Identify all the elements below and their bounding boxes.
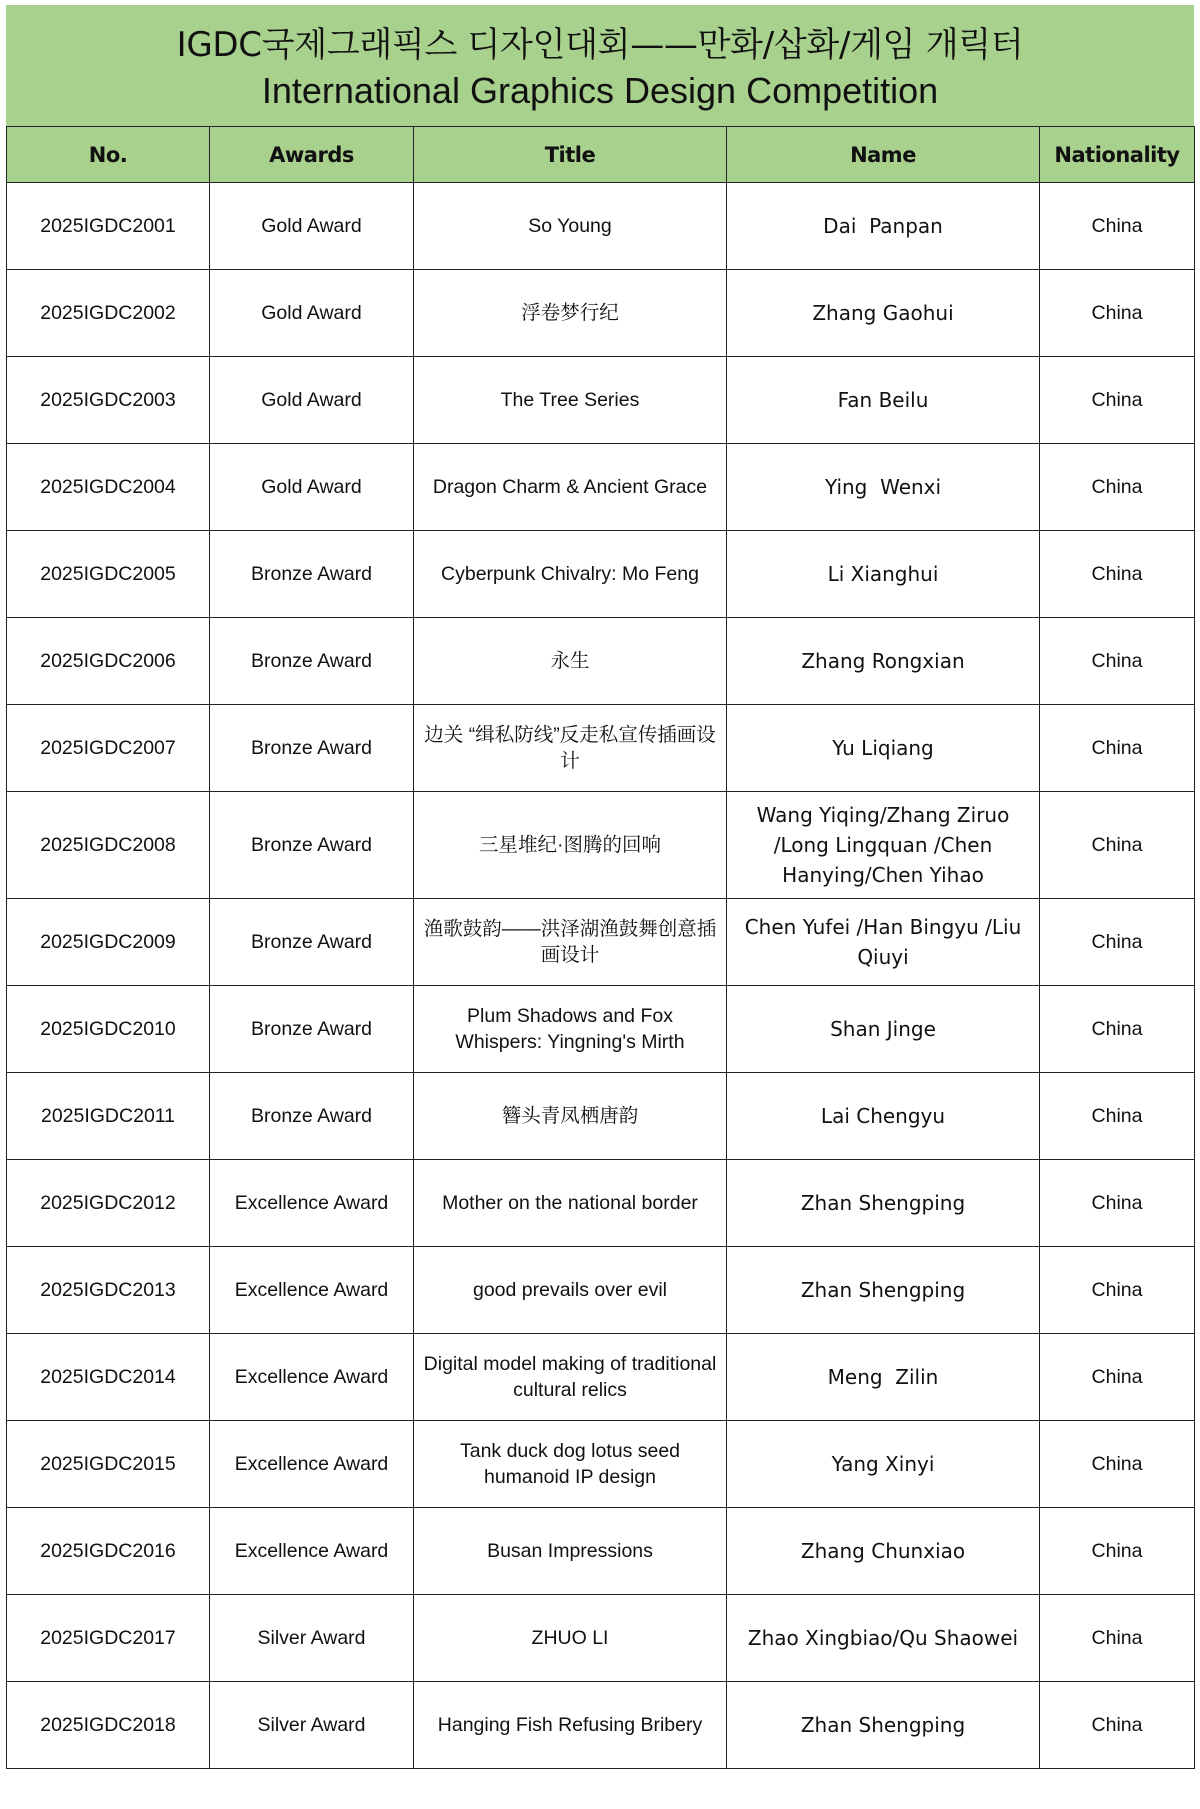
cell-title: good prevails over evil [414,1247,727,1334]
cell-name: Zhan Shengping [727,1160,1040,1247]
cell-award: Bronze Award [210,618,414,705]
header-row [7,127,1195,183]
column-header-nationality: Nationality [1040,127,1195,183]
cell-title: Hanging Fish Refusing Bribery [414,1682,727,1769]
cell-no: 2025IGDC2008 [7,792,210,899]
cell-name: Zhao Xingbiao/Qu Shaowei [727,1595,1040,1682]
cell-title: 永生 [414,618,727,705]
cell-no: 2025IGDC2009 [7,899,210,986]
cell-name: Zhang Gaohui [727,270,1040,357]
cell-nationality: China [1040,1682,1195,1769]
cell-title: ZHUO LI [414,1595,727,1682]
cell-award: Bronze Award [210,1073,414,1160]
cell-nationality: China [1040,986,1195,1073]
cell-name: Meng Zilin [727,1334,1040,1421]
cell-nationality: China [1040,618,1195,705]
cell-award: Excellence Award [210,1160,414,1247]
cell-name: Zhang Rongxian [727,618,1040,705]
cell-no: 2025IGDC2002 [7,270,210,357]
cell-nationality: China [1040,1334,1195,1421]
cell-no: 2025IGDC2018 [7,1682,210,1769]
cell-title: Digital model making of traditional cultural relics [414,1334,727,1421]
cell-name: Yang Xinyi [727,1421,1040,1508]
cell-award: Excellence Award [210,1247,414,1334]
cell-award: Silver Award [210,1595,414,1682]
cell-award: Excellence Award [210,1508,414,1595]
cell-nationality: China [1040,899,1195,986]
cell-award: Silver Award [210,1682,414,1769]
table-row [7,183,1195,270]
cell-title: 浮卷梦行纪 [414,270,727,357]
cell-award: Bronze Award [210,899,414,986]
table-row [7,1334,1195,1421]
cell-name: Lai Chengyu [727,1073,1040,1160]
cell-title: 簪头青凤栖唐韵 [414,1073,727,1160]
cell-nationality: China [1040,1073,1195,1160]
cell-nationality: China [1040,1247,1195,1334]
column-header-name: Name [727,127,1040,183]
award-sheet [6,5,1194,1769]
cell-nationality: China [1040,531,1195,618]
cell-no: 2025IGDC2016 [7,1508,210,1595]
table-row [7,444,1195,531]
cell-no: 2025IGDC2011 [7,1073,210,1160]
title-korean: IGDC국제그래픽스 디자인대회——만화/삽화/게임 개릭터 [176,24,1024,65]
cell-nationality: China [1040,270,1195,357]
cell-nationality: China [1040,792,1195,899]
cell-no: 2025IGDC2005 [7,531,210,618]
cell-no: 2025IGDC2014 [7,1334,210,1421]
cell-award: Bronze Award [210,531,414,618]
cell-title: Dragon Charm & Ancient Grace [414,444,727,531]
cell-nationality: China [1040,705,1195,792]
cell-name: Shan Jinge [727,986,1040,1073]
cell-name: Li Xianghui [727,531,1040,618]
table-row [7,1073,1195,1160]
table-row [7,1508,1195,1595]
title-banner [6,5,1194,126]
table-row [7,899,1195,986]
cell-no: 2025IGDC2001 [7,183,210,270]
cell-no: 2025IGDC2010 [7,986,210,1073]
table-row [7,1595,1195,1682]
cell-award: Bronze Award [210,705,414,792]
cell-no: 2025IGDC2012 [7,1160,210,1247]
cell-title: Tank duck dog lotus seed humanoid IP design [414,1421,727,1508]
title-english: International Graphics Design Competition [261,69,939,111]
cell-no: 2025IGDC2015 [7,1421,210,1508]
cell-no: 2025IGDC2013 [7,1247,210,1334]
cell-name: Zhan Shengping [727,1682,1040,1769]
awards-table [6,126,1195,1769]
cell-award: Gold Award [210,444,414,531]
table-row [7,792,1195,899]
cell-title: So Young [414,183,727,270]
cell-nationality: China [1040,183,1195,270]
cell-name: Dai Panpan [727,183,1040,270]
cell-nationality: China [1040,1595,1195,1682]
table-row [7,1682,1195,1769]
cell-nationality: China [1040,357,1195,444]
table-row [7,1160,1195,1247]
cell-title: 边关 “缉私防线”反走私宣传插画设计 [414,705,727,792]
cell-title: The Tree Series [414,357,727,444]
cell-name: Zhang Chunxiao [727,1508,1040,1595]
cell-name: Yu Liqiang [727,705,1040,792]
column-header-no: No. [7,127,210,183]
table-row [7,357,1195,444]
cell-nationality: China [1040,1421,1195,1508]
cell-name: Ying Wenxi [727,444,1040,531]
cell-name: Zhan Shengping [727,1247,1040,1334]
cell-no: 2025IGDC2007 [7,705,210,792]
table-row [7,618,1195,705]
cell-nationality: China [1040,444,1195,531]
cell-award: Excellence Award [210,1421,414,1508]
cell-title: Busan Impressions [414,1508,727,1595]
cell-award: Gold Award [210,183,414,270]
cell-name: Fan Beilu [727,357,1040,444]
cell-title: Plum Shadows and Fox Whispers: Yingning's Mirth [414,986,727,1073]
column-header-title: Title [414,127,727,183]
cell-award: Gold Award [210,357,414,444]
table-row [7,1247,1195,1334]
cell-title: Mother on the national border [414,1160,727,1247]
cell-nationality: China [1040,1160,1195,1247]
cell-name: Wang Yiqing/Zhang Ziruo /Long Lingquan /Chen Hanying/Chen Yihao [727,792,1040,899]
table-row [7,531,1195,618]
cell-no: 2025IGDC2004 [7,444,210,531]
cell-award: Bronze Award [210,792,414,899]
table-row [7,1421,1195,1508]
cell-no: 2025IGDC2017 [7,1595,210,1682]
cell-title: 三星堆纪·图腾的回响 [414,792,727,899]
cell-no: 2025IGDC2003 [7,357,210,444]
table-row [7,270,1195,357]
cell-award: Bronze Award [210,986,414,1073]
table-row [7,705,1195,792]
table-row [7,986,1195,1073]
cell-nationality: China [1040,1508,1195,1595]
cell-no: 2025IGDC2006 [7,618,210,705]
column-header-awards: Awards [210,127,414,183]
cell-name: Chen Yufei /Han Bingyu /Liu Qiuyi [727,899,1040,986]
cell-title: 渔歌鼓韵——洪泽湖渔鼓舞创意插画设计 [414,899,727,986]
cell-award: Gold Award [210,270,414,357]
cell-title: Cyberpunk Chivalry: Mo Feng [414,531,727,618]
cell-award: Excellence Award [210,1334,414,1421]
